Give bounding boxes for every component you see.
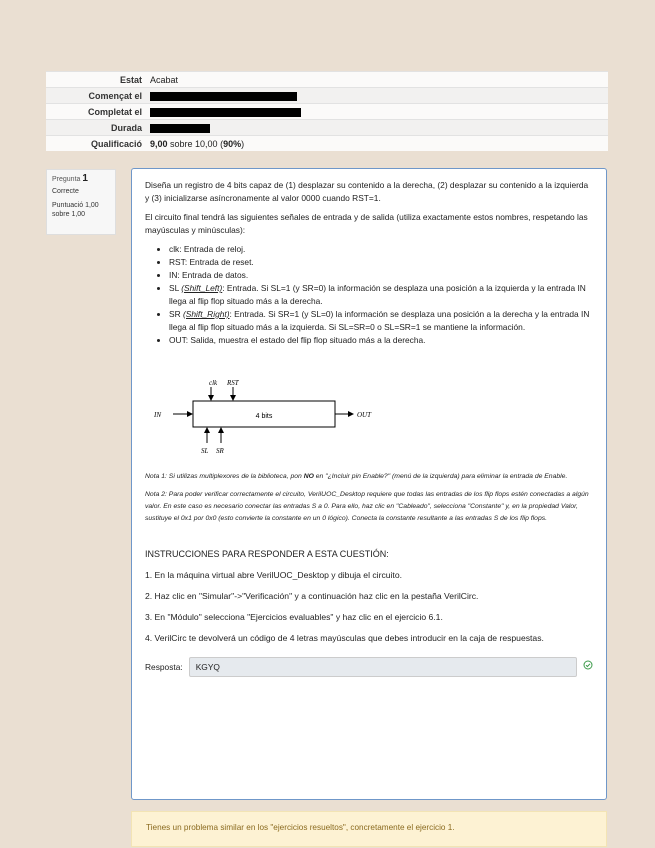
instruction-step: 4. VerilCirc te devolverá un código de 4 letras mayúsculas que debes introducir en la caja de respuestas. [145,633,544,643]
note-2: Nota 2: Para poder verificar correctamente el circuito, VerilUOC_Desktop requiere que todas las entradas de los flip flops estén conectadas a algún valor. En este caso es necesario conectar las entradas S a 0. Para ello, haz clic en "Cableado", selecciona "Constante" y, en la propiedad Valor, sustituye el 0x1 por 0x0 (esto convierte la constante en un 0 lógico). Conecta la constante resultante a las entradas S de los flip flops. [145,491,589,522]
question-content [131,168,607,800]
instructions [145,547,593,645]
summary-row-duration [46,120,608,136]
circuit-diagram [145,361,593,461]
question-status: Correcte [52,188,79,195]
signal-name: SR [169,309,183,319]
redacted-block [150,108,301,117]
note-text: en "¿Incluir pin Enable?" (menú de la izquierda) para eliminar la entrada de Enable. [313,473,568,480]
list-item [169,308,593,334]
grade-end: ) [241,138,245,149]
question-number-value: 1 [82,173,88,184]
answer-row [145,657,593,677]
sl-label: SL [201,447,209,455]
summary-row-started [46,88,608,104]
summary-label: Qualificació [46,136,146,152]
summary-label: Durada [46,120,146,136]
list-item: • OUT: Salida, muestra el estado del flip flop situado más a la derecha. [169,334,593,347]
summary-label: Estat [46,72,146,88]
note-text: Nota 1: Si utilizas multiplexores de la biblioteca, pon [145,473,304,480]
summary-row-grade [46,136,608,152]
in-label: IN [154,411,161,419]
question-number [52,174,110,185]
list-item: • IN: Entrada de datos. [169,269,593,282]
redacted-block [150,124,210,133]
question-intro: Diseña un registro de 4 bits capaz de (1) desplazar su contenido a la derecha, (2) desplazar su contenido a la izquierda y (3) inicializarse asíncronamente al valor 0000 cuando RST=1. [145,180,589,203]
check-circle-icon [583,660,593,674]
answer-input[interactable]: KGYQ [189,657,577,677]
summary-value [146,104,608,120]
signal-desc: : Entrada. Si SL=1 (y SR=0) la información se desplaza una posición a la izquierda y la entrada IN llega al flip flop situado más a la derecha. [169,283,586,306]
grade-percent: 90% [223,138,242,149]
signals-list [145,243,593,347]
summary-label: Completat el [46,104,146,120]
grade-rest: sobre 10,00 ( [167,138,224,149]
block-label: 4 bits [255,413,273,420]
signals-intro: El circuito final tendrá las siguientes señales de entrada y de salida (utiliza exactamente estos nombres, respetando las mayúsculas y minúsculas): [145,212,588,235]
signal-alias: (Shift_Left) [181,283,223,293]
sr-label: SR [216,447,224,455]
question-label: Pregunta [52,176,81,183]
instruction-step: 1. En la máquina virtual abre VerilUOC_Desktop y dibuja el circuito. [145,570,402,580]
summary-row-state [46,72,608,88]
summary-value [146,88,608,104]
instructions-title: INSTRUCCIONES PARA RESPONDER A ESTA CUESTIÓN: [145,549,389,559]
question-points: Puntuació 1,00 sobre 1,00 [52,202,99,218]
signal-alias: (Shift_Right) [182,309,230,319]
summary-value [146,136,608,152]
summary-value [146,120,608,136]
summary-value: Acabat [146,72,608,88]
attempt-summary-table [46,71,608,151]
out-label: OUT [357,411,372,419]
list-item: • RST: Entrada de reset. [169,256,593,269]
clk-label: clk [209,379,218,387]
register-block-diagram [145,361,405,461]
rst-label: RST [227,379,239,387]
instruction-step: 2. Haz clic en "Simular"->"Verificación" y a continuación haz clic en la pestaña VerilCirc. [145,591,479,601]
summary-label: Començat el [46,88,146,104]
question-info-panel [46,169,116,235]
instruction-step: 3. En "Módulo" selecciona "Ejercicios evaluables" y haz clic en el ejercicio 6.1. [145,612,443,622]
redacted-block [150,92,297,101]
answer-label: Resposta: [145,661,183,672]
list-item [169,282,593,308]
summary-row-completed [46,104,608,120]
note-emphasis: NO [303,473,314,480]
grade-score: 9,00 [150,138,168,149]
signal-desc: : Entrada. Si SR=1 (y SL=0) la información se desplaza una posición a la derecha y la entrada IN llega al flip flop situado más a la izquierda. Si SL=SR=0 o SL=SR=1 se mantiene la información. [169,309,590,332]
note-1 [145,471,593,483]
general-feedback: Tienes un problema similar en los "ejercicios resueltos", concretamente el ejercicio 1. [131,811,607,847]
signal-name: SL [169,283,182,293]
list-item: • clk: Entrada de reloj. [169,243,593,256]
